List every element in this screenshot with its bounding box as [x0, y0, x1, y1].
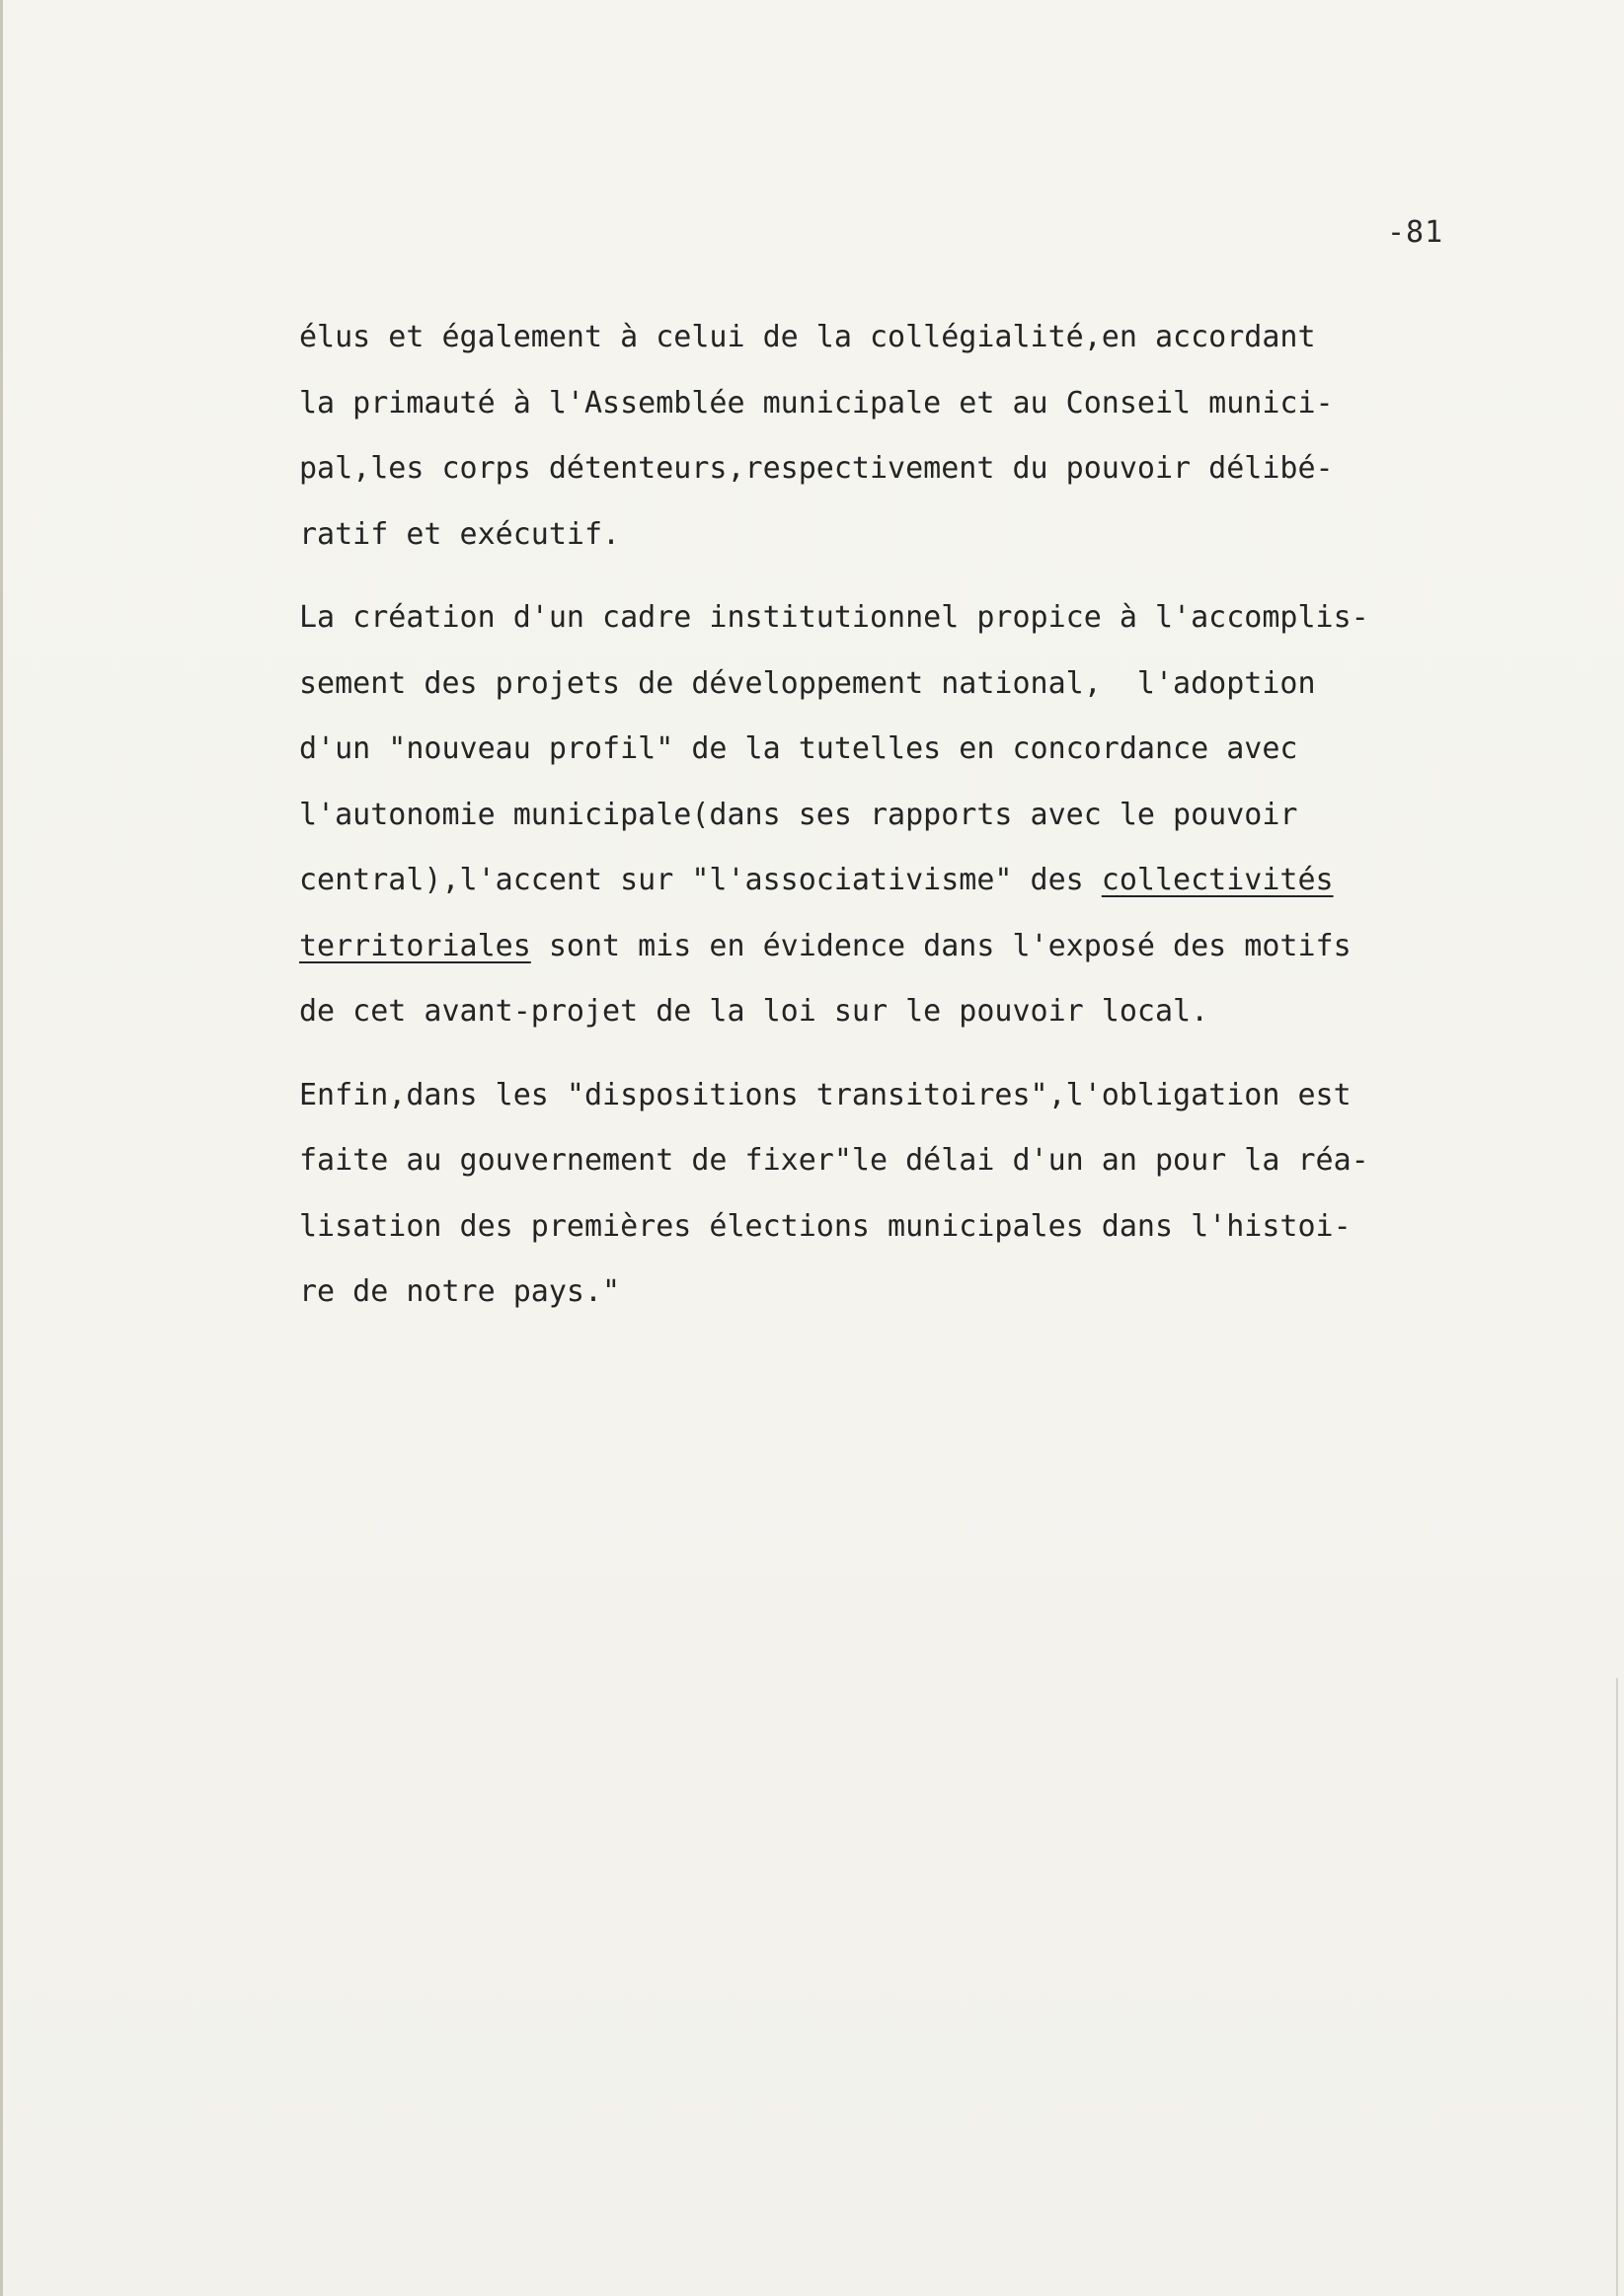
text-line: ratif et exécutif. [299, 516, 621, 552]
text-line: faite au gouvernement de fixer"le délai d'un an pour la réa- [299, 1143, 1369, 1178]
text-line [299, 857, 1484, 923]
text-line: d'un "nouveau profil" de la tutelles en concordance avec [299, 731, 1298, 766]
text-line: de cet avant-projet de la loi sur le pouvoir local. [299, 994, 1209, 1029]
text-line: La création d'un cadre institutionnel propice à l'accomplis- [299, 600, 1369, 635]
text-line: Enfin,dans les "dispositions transitoires",l'obligation est [299, 1077, 1352, 1112]
text-line: lisation des premières élections municipales dans l'histoi- [299, 1208, 1352, 1244]
paragraph-3 [299, 1072, 1484, 1335]
page-number: -81 [1387, 215, 1444, 250]
text-line: la primauté à l'Assemblée municipale et au Conseil munici- [299, 385, 1334, 421]
text-segment: central),l'accent sur "l'associativisme" des [299, 863, 1102, 897]
page-right-edge [1616, 1678, 1618, 2296]
body-text [299, 314, 1484, 1335]
underlined-term: territoriales [299, 928, 531, 963]
text-line [299, 923, 1484, 989]
text-line: re de notre pays." [299, 1274, 621, 1309]
page-left-edge [0, 0, 3, 2296]
text-line: l'autonomie municipale(dans ses rapports avec le pouvoir [299, 797, 1298, 832]
text-line: élus et également à celui de la collégialité,en accordant [299, 320, 1316, 354]
text-segment: sont mis en évidence dans l'exposé des motifs [530, 928, 1352, 963]
text-line: pal,les corps détenteurs,respectivement du pouvoir délibé- [299, 451, 1334, 486]
text-line: sement des projets de développement national, l'adoption [299, 665, 1316, 701]
paragraph-1 [299, 314, 1484, 576]
paragraph-2 [299, 594, 1484, 1054]
underlined-term: collectivités [1101, 863, 1334, 897]
